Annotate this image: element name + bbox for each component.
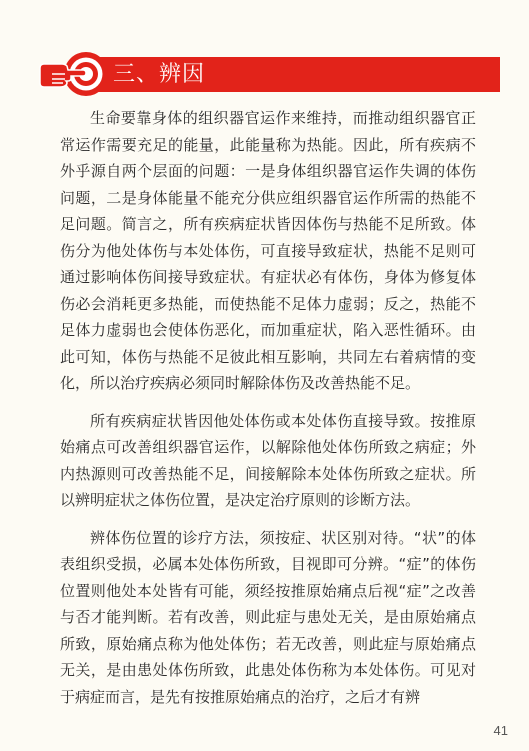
article-body [60, 105, 476, 710]
pointing-hand-target-icon [38, 50, 110, 98]
section-title: 三、辨因 [113, 62, 206, 87]
page-number: 41 [493, 723, 508, 738]
paragraph: 所有疾病症状皆因他处体伤或本处体伤直接导致。按推原始痛点可改善组织器官运作，以解除他处体伤所致之病症；外内热源则可改善热能不足，间接解除本处体伤所致之症状。所以辨明症状之体伤位置，是决定治疗原则的诊断方法。 [60, 411, 476, 509]
paragraph: 辨体伤位置的诊疗方法，须按症、状区别对待。“状”的体表组织受损，必属本处体伤所致，目视即可分辨。“症”的体伤位置则他处本处皆有可能，须经按推原始痛点后视“症”之改善与否才能判断。若有改善，则此症与患处无关，是由原始痛点所致，原始痛点称为他处体伤；若无改善，则此症与原始痛点无关，是由患处体伤所致，此患处体伤称为本处体伤。可见对于病症而言，是先有按推原始痛点的治疗，之后才有辨 [60, 528, 476, 706]
paragraph: 生命要靠身体的组织器官运作来维持，而推动组织器官正常运作需要充足的能量，此能量称为热能。因此，所有疾病不外乎源自两个层面的问题：一是身体组织器官运作失调的体伤问题，二是身体能量不能充分供应组织器官运作所需的热能不足问题。简言之，所有疾病症状皆因体伤与热能不足所致。体伤分为他处体伤与本处体伤，可直接导致症状，热能不足则可通过影响体伤间接导致症状。有症状必有体伤，身体为修复体伤必会消耗更多热能，而使热能不足体力虚弱；反之，热能不足体力虚弱也会使体伤恶化，而加重症状，陷入恶性循环。由此可知，体伤与热能不足彼此相互影响，共同左右着病情的变化，所以治疗疾病必须同时解除体伤及改善热能不足。 [60, 109, 476, 392]
